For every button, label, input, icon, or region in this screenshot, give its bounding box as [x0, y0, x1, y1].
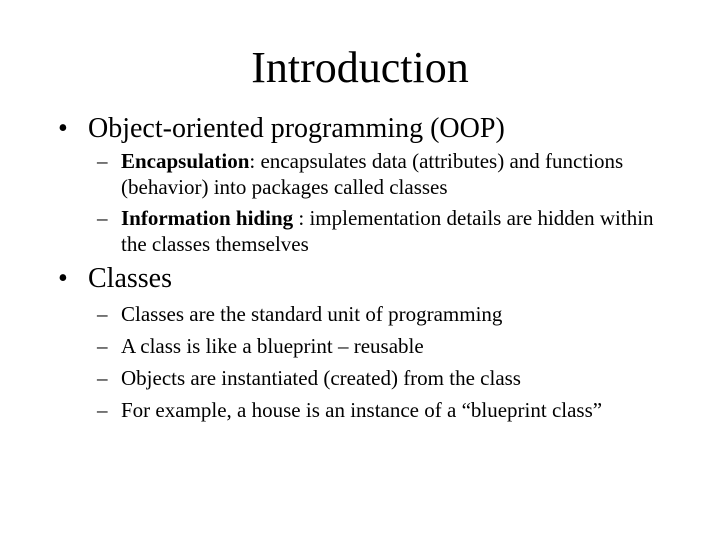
- subitem-body: [121, 205, 677, 257]
- subitem-instantiated: [97, 365, 677, 391]
- subitem-information-hiding: [97, 205, 677, 257]
- subitem-text: For example, a house is an instance of a “blueprint class”: [121, 398, 603, 422]
- subitem-text: implementation details are hidden within the classes themselves: [121, 206, 654, 256]
- slide-title: Introduction: [251, 43, 469, 92]
- bullet-text: Object-oriented programming (OOP): [88, 113, 505, 144]
- subitem-marker: –: [97, 302, 108, 326]
- subitem-body: [121, 148, 677, 200]
- subitem-blueprint: [97, 333, 677, 359]
- term-encapsulation: Encapsulation: [121, 149, 250, 173]
- subitem-standard-unit: [97, 301, 677, 327]
- term-information-hiding: Information hiding: [121, 206, 294, 230]
- term-separator: :: [293, 206, 310, 230]
- bullet-marker: •: [58, 113, 68, 144]
- subitem-marker: –: [97, 366, 108, 390]
- term-separator: :: [249, 149, 261, 173]
- subitem-house-example: [97, 397, 617, 423]
- bullet-classes: [58, 263, 172, 295]
- subitem-text: A class is like a blueprint – reusable: [121, 334, 424, 358]
- bullet-oop: [58, 113, 505, 145]
- bullet-marker: •: [58, 263, 68, 294]
- subitem-text: encapsulates data (attributes) and functions (behavior) into packages called classes: [121, 149, 624, 199]
- subitem-marker: –: [97, 149, 108, 173]
- subitem-text: Objects are instantiated (created) from the class: [121, 366, 521, 390]
- subitem-marker: –: [97, 398, 108, 422]
- subitem-marker: –: [97, 206, 108, 230]
- subitem-encapsulation: [97, 148, 677, 200]
- subitem-text: Classes are the standard unit of programming: [121, 302, 503, 326]
- bullet-text: Classes: [88, 263, 172, 294]
- subitem-marker: –: [97, 334, 108, 358]
